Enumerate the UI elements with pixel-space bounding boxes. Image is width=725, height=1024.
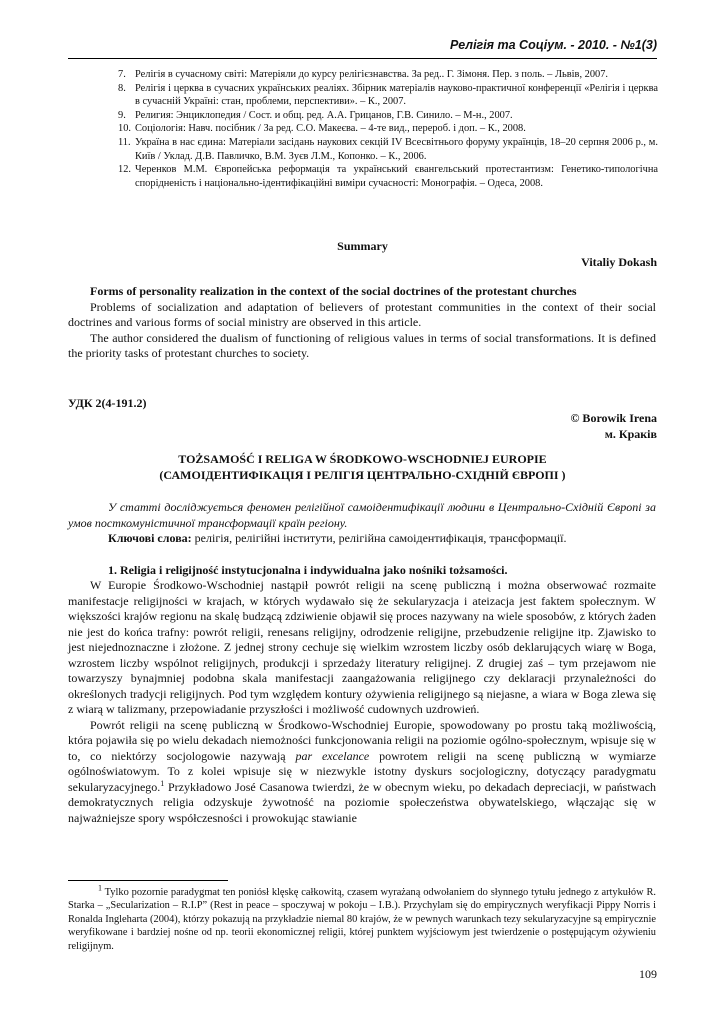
- article-title-line: TOŻSAMOŚĆ I RELIGA W ŚRODKOWO-WSCHODNIEJ EUROPIE: [178, 452, 547, 466]
- body-paragraph: [68, 718, 656, 827]
- body-text: powrotem religii na scenę publiczną w wymiarze ogólnoświatowym. To z kolei wpisuje się w niezwykle istotny dyskurs socjologiczny, dotyczący paradygmatu sekularyzacyjnego.: [68, 748, 656, 794]
- summary-body: [68, 284, 656, 362]
- reference-item: [118, 82, 658, 109]
- reference-number: 7.: [118, 69, 126, 80]
- footnote-text: Tylko pozornie paradygmat ten poniósł klęskę całkowitą, czasem wyrażaną odwołaniem do słynnego tytułu jednego z artykułów R. Starka – „Secularization – R.I.P” (Rest in peace – spoczywaj w pokoju – I.B.). Przychylam się do empirycznych weryfikacji Pippy Norris i Ronalda Ingleharta (2004), którzy pokazują na przykładzie niemal 80 krajów, że w pewnych warunkach tezy sekularyzacyjne są empirycznie weryfikowane i bardziej nośne od np. teorii ekonomicznej religii, której punktem wyjściowym jest twierdzenie o postępującym ożywieniu religijnym.: [68, 887, 656, 952]
- reference-number: 12.: [118, 164, 131, 176]
- body-paragraph: W Europie Środkowo-Wschodniej nastąpił powrót religii na scenę publiczną i można obserwować rozmaite manifestacje religijności w krajach, w których wydawało się że sekularyzacja i ateizacja jest faktem społecznym. W większości krajów regionu na skalę budzącą zdziwienie objawił się proces nazywany na wiele sposobów, z których żaden nie jest do końca trafny: powrót religii, renesans religijny, odrodzenie religijne, przebudzenie religijne itp. Zjawisko to jest niejednoznaczne i złożone. Z jednej strony cechuje się wielkim wzrostem liczby osób deklarujących wiarę w Boga, wzrostem liczby wspólnot religijnych, produkcji i sprzedaży literatury religijnej. Z drugiej zaś – tym przejawom nie towarzyszy bynajmniej podobna skala manifestacji zaangażowania religijnego czy deklaracji przynależności do określonych tradycji religijnych. Pod tym względem kontury ożywienia religijnego są niejasne, a wiara w Boga zlewa się z wiarą w talizmany, przepowiadanie przyszłości i możliwość cudownych uzdrowień.: [68, 578, 656, 716]
- reference-item: [118, 68, 658, 82]
- keywords-label: Ключові слова:: [108, 531, 192, 545]
- reference-item: [118, 122, 658, 136]
- reference-item: [118, 109, 658, 123]
- summary-paragraph: The author considered the dualism of functioning of religious values in terms of social transformations. It is defined the priority tasks of protestant churches to society.: [68, 330, 656, 360]
- summary-paragraph: Problems of socialization and adaptation of believers of protestant communities in the context of their social doctrines and various forms of social ministry are observed in this article.: [68, 299, 656, 329]
- article-city: м. Краків: [604, 427, 657, 441]
- summary-title: Forms of personality realization in the context of the social doctrines of the protestant churches: [90, 284, 577, 298]
- reference-list: [118, 68, 658, 190]
- body-text: Powrót religii na scenę publiczną w Środkowo-Wschodniej Europie, spowodowany po prostu taką możliwością, która pojawiła się po wielu dekadach niemożności funkcjonowania religii na poziomie ogólno-społecznym, wpisuje się w to, co niektórzy socjologowie nazywają: [68, 717, 656, 763]
- summary-heading: Summary: [337, 239, 388, 253]
- reference-item: [118, 163, 658, 190]
- summary-author: Vitaliy Dokash: [581, 255, 657, 269]
- keywords-text: релігія, релігійні інститути, релігійна самоідентифікація, трансформації.: [191, 531, 567, 545]
- article-title: [0, 452, 725, 483]
- reference-text: Релігія і церква в сучасних українських реаліях. Збірник матеріалів науково-практичної конференції «Релігія і церква в сучасній Україні: стан, проблеми, перспективи». – К., 2007.: [135, 82, 658, 108]
- reference-item: [118, 136, 658, 163]
- footnote: [68, 883, 656, 953]
- body-italic: par excelance: [295, 748, 370, 763]
- keywords: [68, 531, 656, 547]
- article-author-block: [570, 410, 657, 442]
- reference-text: Релігія в сучасному світі: Матеріяли до курсу релігієзнавства. За ред.. Г. Зімоня. Пер. з поль. – Львів, 2007.: [135, 69, 609, 80]
- reference-number: 9.: [118, 109, 126, 121]
- footnote-ref[interactable]: 1: [160, 778, 165, 788]
- udk-code: УДК 2(4-191.2): [68, 396, 147, 410]
- reference-number: 8.: [118, 82, 126, 94]
- reference-text: Соціологія: Навч. посібник / За ред. С.О. Макеєва. – 4-те вид., перероб. і доп. – К., 2008.: [135, 123, 526, 135]
- abstract: У статті досліджується феномен релігійної самоідентифікації людини в Центрально-Східній Європі за умов посткомуністичної трансформації країн регіону.: [68, 500, 656, 530]
- page-number: 109: [639, 967, 657, 981]
- article-title-line: (САМОІДЕНТИФІКАЦІЯ І РЕЛІГІЯ ЦЕНТРАЛЬНО-СХІДНІЙ ЄВРОПІ ): [159, 467, 566, 482]
- reference-number: 10.: [118, 123, 131, 135]
- footnote-divider: [68, 880, 228, 881]
- section-heading: 1. Religia i religijność instytucjonalna i indywidualna jako nośniki tożsamości.: [108, 562, 508, 577]
- reference-number: 11.: [118, 136, 131, 148]
- reference-text: Религия: Энциклопедия / Сост. и общ. ред. А.А. Грицанов, Г.В. Синило. – М-н., 2007.: [135, 109, 513, 121]
- reference-text: Черенков М.М. Європейська реформація та український євангельський протестантизм: Генетико-типологічна спорідненість і національно-ідентифікаційні виміри сучасності: Монографія. – Одеса, 2008.: [135, 164, 658, 189]
- article-body: [68, 500, 656, 826]
- footnote-number: 1: [98, 883, 102, 893]
- reference-text: Україна в нас єдина: Матеріали засідань наукових секцій IV Всесвітнього форуму українців, 18–20 серпня 2006 р., м. Київ / Уклад. Д.В. Павличко, В.М. Зуєв Л.М., Копонко. – К., 2006.: [135, 136, 658, 162]
- body-text: Przykładowo José Casanowa twierdzi, że w obecnym wieku, po dekadach depreciacji, w państwach demokratycznych religia odzyskuje żywotność na poziomie społeczeństwa obywatelskiego, włączając się w najważniejsze spory współczesności i prowokując stawianie: [68, 779, 656, 825]
- running-header: [68, 36, 657, 59]
- article-author: © Borowik Irena: [570, 411, 657, 425]
- journal-title: Релігія та Соціум. - 2010. - №1(3): [450, 38, 657, 52]
